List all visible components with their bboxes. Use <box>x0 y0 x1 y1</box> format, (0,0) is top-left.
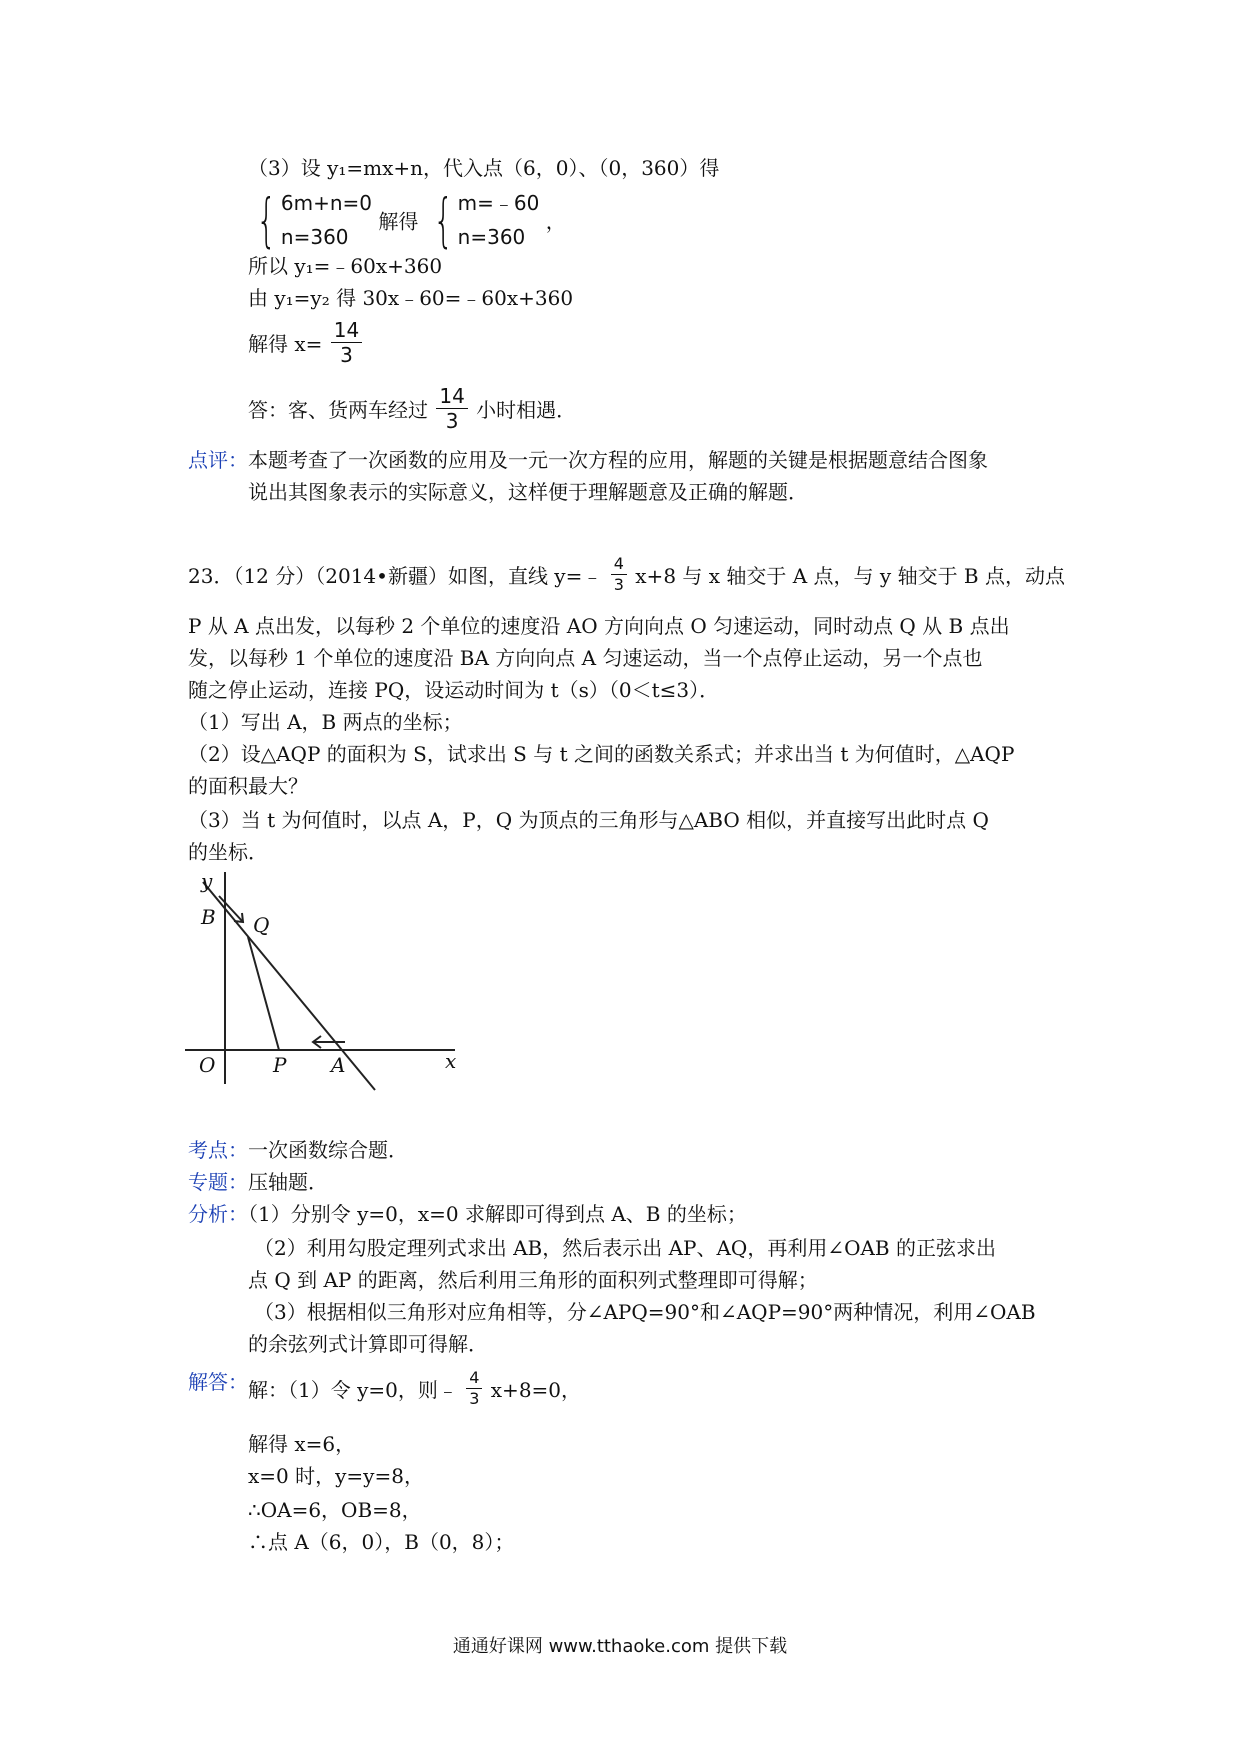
arrow-bq-shaft <box>219 896 243 922</box>
q23-line3: 发，以每秒 1 个单位的速度沿 BA 方向向点 A 匀速运动，当一个点停止运动，另一个点也 <box>188 646 983 670</box>
equation-system-line <box>248 186 566 254</box>
label-a: A <box>331 1053 346 1077</box>
answer-suffix: 小时相遇． <box>476 398 577 422</box>
zhuanti-label: 专题： <box>188 1170 248 1194</box>
fraction-14-3 <box>331 320 362 365</box>
equation-system-1 <box>248 186 372 254</box>
answer-prefix: 答：客、货两车经过 <box>248 398 428 422</box>
jieda-line5: ∴点 A（6，0），B（0，8）； <box>248 1530 515 1554</box>
fraction-denominator: 3 <box>340 343 353 367</box>
q23-sub1: （1）写出 A，B 两点的坐标； <box>188 710 463 734</box>
equation-system-2 <box>425 186 540 254</box>
jieda-line1 <box>248 1370 581 1407</box>
fenxi-line1 <box>188 1200 747 1228</box>
left-brace-icon: { <box>256 186 277 254</box>
review-label: 点评： <box>188 448 248 472</box>
solve-label: 解得 <box>378 209 419 234</box>
fraction-14-3 <box>436 386 467 431</box>
kaodian-text: 一次函数综合题． <box>248 1138 408 1162</box>
fraction-4-3 <box>611 556 627 593</box>
q23-line1-pre: 23．（12 分）（2014•新疆）如图，直线 y=﹣ <box>188 564 603 588</box>
review-line2: 说出其图象表示的实际意义，这样便于理解题意及正确的解题． <box>248 480 808 504</box>
fraction-denominator: 3 <box>613 575 624 594</box>
fenxi-line2: （2）利用勾股定理列式求出 AB，然后表示出 AP、AQ，再利用∠OAB 的正弦求出 <box>254 1236 996 1260</box>
jieda-line1-post: x+8=0， <box>490 1378 582 1402</box>
zhuanti-text: 压轴题． <box>248 1170 328 1194</box>
fraction-denominator: 3 <box>469 1389 480 1408</box>
part3-line5 <box>248 320 364 365</box>
jieda-line1-pre: 解：（1）令 y=0，则﹣ <box>248 1378 458 1402</box>
q23-sub3b: 的坐标． <box>188 840 268 864</box>
fraction-numerator: 14 <box>331 320 362 343</box>
fenxi-line4: （3）根据相似三角形对应角相等，分∠APQ=90°和∠AQP=90°两种情况，利用∠OAB <box>254 1300 1036 1324</box>
part3-line1: （3）设 y₁=mx+n，代入点（6，0）、（0，360）得 <box>248 156 720 180</box>
part3-line4: 由 y₁=y₂ 得 30x﹣60=﹣60x+360 <box>248 286 574 310</box>
label-x: x <box>445 1049 457 1073</box>
zhuanti-line <box>188 1168 328 1196</box>
jieda-label-text: 解答： <box>188 1370 248 1394</box>
page-footer: 通通好课网 www.tthaoke.com 提供下载 <box>452 1636 788 1657</box>
q23-line1-post: x+8 与 x 轴交于 A 点，与 y 轴交于 B 点，动点 <box>635 564 1065 588</box>
label-b: B <box>201 905 216 929</box>
jieda-label <box>188 1368 248 1396</box>
system2-row2: n=360 <box>457 225 526 249</box>
kaodian-label: 考点： <box>188 1138 248 1162</box>
fenxi-line3: 点 Q 到 AP 的距离，然后利用三角形的面积列式整理即可得解； <box>248 1268 818 1292</box>
jieda-line4: ∴OA=6，OB=8， <box>248 1498 422 1522</box>
fenxi-label: 分析： <box>188 1202 248 1226</box>
label-o: O <box>199 1053 216 1077</box>
fraction-numerator: 14 <box>436 386 467 409</box>
system-comma: ， <box>545 209 566 234</box>
system1-row1: 6m+n=0 <box>280 191 373 215</box>
jieda-line3: x=0 时，y=y=8， <box>248 1464 424 1488</box>
label-q: Q <box>253 913 270 937</box>
left-brace-icon: { <box>433 186 454 254</box>
part3-line3: 所以 y₁=﹣60x+360 <box>248 254 443 278</box>
jieda-line2: 解得 x=6， <box>248 1432 356 1456</box>
fraction-denominator: 3 <box>445 409 459 433</box>
fraction-4-3 <box>466 1370 482 1407</box>
fenxi-text1: （1）分别令 y=0，x=0 求解即可得到点 A、B 的坐标； <box>248 1202 747 1226</box>
coordinate-figure <box>185 872 465 1097</box>
q23-line4: 随之停止运动，连接 PQ，设运动时间为 t（s）（0＜t≤3）． <box>188 678 720 702</box>
q23-line2: P 从 A 点出发，以每秒 2 个单位的速度沿 AO 方向向点 O 匀速运动，同时动点 Q 从 B 点出 <box>188 614 1010 638</box>
review-text: 本题考查了一次函数的应用及一元一次方程的应用，解题的关键是根据题意结合图象 <box>248 448 988 472</box>
fraction-numerator: 4 <box>466 1370 482 1389</box>
q23-line1 <box>188 556 1065 593</box>
part3-answer <box>248 386 576 431</box>
q23-sub2a: （2）设△AQP 的面积为 S，试求出 S 与 t 之间的函数关系式；并求出当 t 为何值时，△AQP <box>188 742 1015 766</box>
fenxi-line5: 的余弦列式计算即可得解． <box>248 1332 488 1356</box>
label-y: y <box>201 872 213 893</box>
q23-sub2b: 的面积最大？ <box>188 774 308 798</box>
solve-x-label: 解得 x= <box>248 332 323 356</box>
review-line1 <box>188 446 988 474</box>
system1-row2: n=360 <box>280 225 349 249</box>
kaodian-line <box>188 1136 408 1164</box>
fraction-numerator: 4 <box>611 556 627 575</box>
label-p: P <box>273 1053 287 1077</box>
line-ab <box>203 882 375 1090</box>
system2-row1: m=﹣60 <box>457 191 540 215</box>
q23-sub3a: （3）当 t 为何值时，以点 A，P，Q 为顶点的三角形与△ABO 相似，并直接写出此时点 Q <box>188 808 989 832</box>
